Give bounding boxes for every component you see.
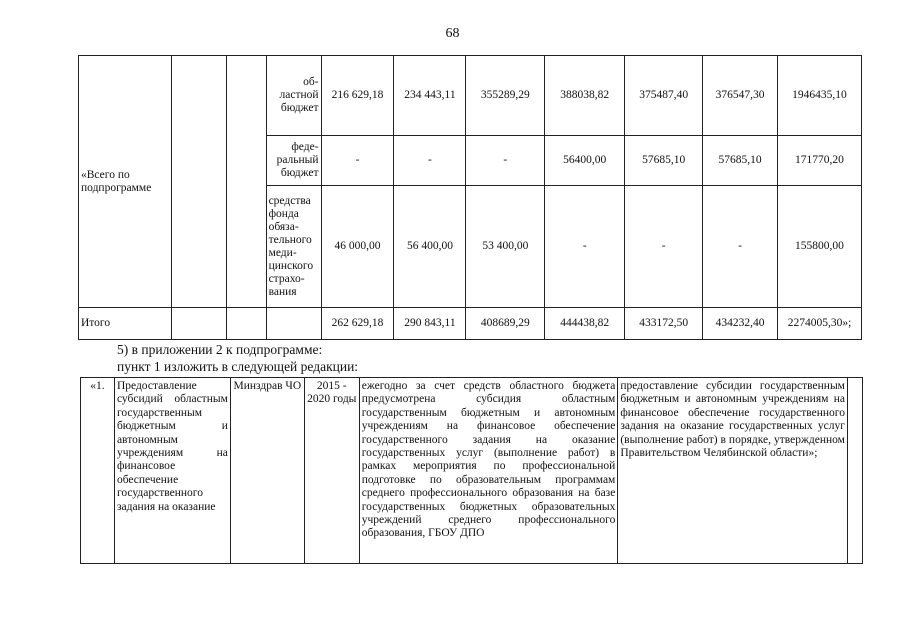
table-cell: 375487,40 xyxy=(625,56,703,136)
table-cell: - xyxy=(466,136,545,186)
table-cell: 408689,29 xyxy=(466,308,545,340)
empty-cell xyxy=(226,56,266,308)
measure-description: ежегодно за счет средств областного бюджета предусмотрена субсидия областным государственным бюджетным и автономным учреждениям на финансовое обеспечение государственного задания на оказание государственных услуг (выполнение работ) в рамках мероприятия по профессиональной подготовке по образовательным программам среднего профессионального образования на базе государственных бюджетных образовательных учреждений среднего профессионального образования, ГБОУ ДПО xyxy=(359,378,618,564)
table-cell: - xyxy=(703,186,778,308)
empty-cell xyxy=(171,56,226,308)
table-cell: 56 400,00 xyxy=(394,186,466,308)
table-cell: 388038,82 xyxy=(545,56,625,136)
budget-summary-table xyxy=(78,55,862,340)
table-cell: 434232,40 xyxy=(703,308,778,340)
empty-cell xyxy=(266,308,321,340)
table-cell: 444438,82 xyxy=(545,308,625,340)
table-cell: 234 443,11 xyxy=(394,56,466,136)
table-cell: - xyxy=(625,186,703,308)
table-cell: 433172,50 xyxy=(625,308,703,340)
funding-source: феде- ральный бюджет xyxy=(266,136,321,186)
table-row xyxy=(79,56,862,136)
funding-source: об- ластной бюджет xyxy=(266,56,321,136)
table-cell: 53 400,00 xyxy=(466,186,545,308)
empty-cell xyxy=(226,308,266,340)
table-row xyxy=(81,378,863,564)
total-label: Итого xyxy=(79,308,172,340)
table-cell: - xyxy=(394,136,466,186)
table-cell: 262 629,18 xyxy=(321,308,394,340)
executor: Минздрав ЧО xyxy=(230,378,304,564)
table-cell: 1946435,10 xyxy=(777,56,861,136)
table-cell: 2274005,30»; xyxy=(777,308,861,340)
table-cell: - xyxy=(545,186,625,308)
funding-source: средства фонда обяза- тельного меди- цинского страхо- вания xyxy=(266,186,321,308)
page-number: 68 xyxy=(445,26,460,41)
table-cell: 171770,20 xyxy=(777,136,861,186)
empty-cell xyxy=(171,308,226,340)
table-cell: 355289,29 xyxy=(466,56,545,136)
measure-result: предоставление субсидии государственным бюджетным и автономным учреждениям на финансовое обеспечение государственного задания на оказание государственных услуг (выполнение работ) в порядке, утвержденном Правительством Челябинской области»; xyxy=(618,378,848,564)
group-label: «Всего по подпрограмме xyxy=(79,56,172,308)
table-cell: 216 629,18 xyxy=(321,56,394,136)
measure-table xyxy=(80,377,863,564)
period: 2015 - 2020 годы xyxy=(304,378,359,564)
measure-name: Предоставление субсидий областным государственным бюджетным и автономным учреждениям на финансовое обеспечение государственного задания на оказание xyxy=(114,378,230,564)
empty-cell xyxy=(847,378,862,564)
table-cell: 56400,00 xyxy=(545,136,625,186)
paragraph: 5) в приложении 2 к подпрограмме: xyxy=(117,342,323,357)
table-cell: 57685,10 xyxy=(703,136,778,186)
item-number: «1. xyxy=(81,378,115,564)
table-cell: 46 000,00 xyxy=(321,186,394,308)
table-cell: 155800,00 xyxy=(777,186,861,308)
total-row xyxy=(79,308,862,340)
table-cell: - xyxy=(321,136,394,186)
table-cell: 57685,10 xyxy=(625,136,703,186)
table-cell: 376547,30 xyxy=(703,56,778,136)
table-cell: 290 843,11 xyxy=(394,308,466,340)
paragraph: пункт 1 изложить в следующей редакции: xyxy=(117,359,359,374)
